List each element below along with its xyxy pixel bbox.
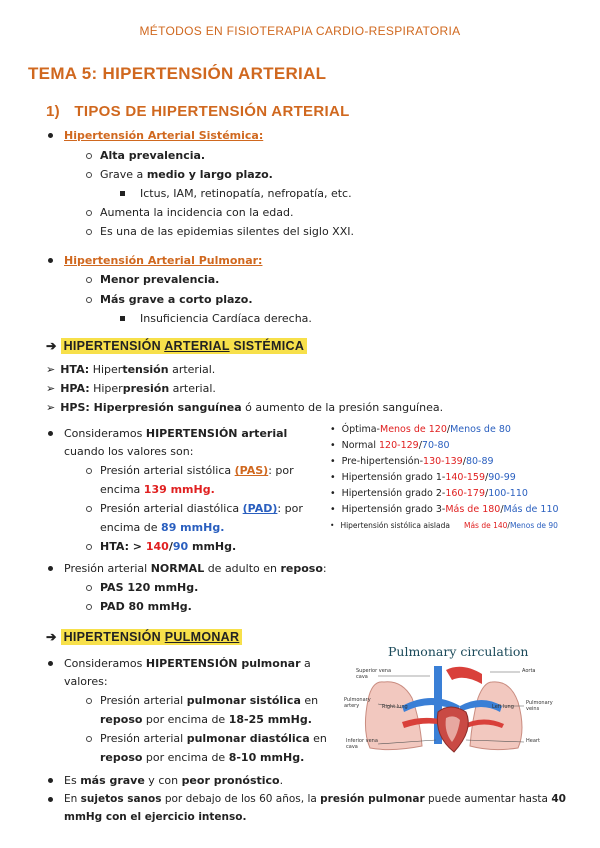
- pulmonar-consider: valores:: [64, 675, 108, 688]
- pulmonar-diastolic: Presión arterial pulmonar diastólica en: [100, 732, 327, 745]
- circle-bullet-icon: [86, 229, 92, 235]
- bullet-icon: [48, 133, 53, 138]
- square-bullet-icon: [120, 316, 125, 321]
- pas-line: Presión arterial sistólica (PAS): por: [100, 464, 294, 477]
- classification-item: • Hipertensión grado 2-160-179/100-110: [330, 488, 528, 499]
- pas-line: encima 139 mmHg.: [100, 483, 215, 496]
- pulmonar-sanos: mmHg con el ejercicio intenso.: [64, 811, 247, 823]
- normal-pas: PAS 120 mmHg.: [100, 581, 199, 594]
- circle-bullet-icon: [86, 153, 92, 159]
- circle-bullet-icon: [86, 736, 92, 742]
- hta-pulmonar-heading: ➔ HIPERTENSIÓN PULMONAR: [46, 629, 242, 644]
- bullet-icon: [48, 566, 53, 571]
- label-pulmonary-veins: Pulmonary veins: [526, 700, 553, 712]
- classification-item: • Normal 120-129/70-80: [330, 440, 450, 451]
- arrow-icon: ➔: [46, 339, 57, 353]
- pulmonar-heading: Hipertensión Arterial Pulmonar:: [64, 254, 263, 267]
- circle-bullet-icon: [86, 297, 92, 303]
- square-bullet-icon: [120, 191, 125, 196]
- circle-bullet-icon: [86, 506, 92, 512]
- bullet-icon: [48, 661, 53, 666]
- circle-bullet-icon: [86, 544, 92, 550]
- label-left-lung: Left lung: [492, 704, 514, 710]
- consider-line: Consideramos HIPERTENSIÓN arterial: [64, 427, 288, 440]
- bullet-icon: [48, 778, 53, 783]
- bullet-icon: [48, 258, 53, 263]
- pulmonar-consider: Consideramos HIPERTENSIÓN pulmonar a: [64, 657, 311, 670]
- classification-item: • Pre-hipertensión-130-139/80-89: [330, 456, 494, 467]
- pulmonar-systolic: reposo por encima de 18-25 mmHg.: [100, 713, 312, 726]
- pulmonar-grave: Es más grave y con peor pronóstico.: [64, 774, 284, 787]
- label-aorta: Aorta: [522, 668, 536, 674]
- normal-pad: PAD 80 mmHg.: [100, 600, 192, 613]
- section-1-title: [46, 103, 350, 120]
- classification-item: • Hipertensión grado 1-140-159/90-99: [330, 472, 516, 483]
- aorta-shape: [446, 667, 482, 684]
- pulmonar-subitem: Insuficiencia Cardíaca derecha.: [140, 312, 312, 325]
- circle-bullet-icon: [86, 210, 92, 216]
- normal-line: Presión arterial NORMAL de adulto en reposo:: [64, 562, 327, 575]
- bullet-icon: [48, 431, 53, 436]
- label-pulmonary-artery: Pulmonary artery: [344, 697, 371, 709]
- sistemica-heading: Hipertensión Arterial Sistémica:: [64, 129, 264, 142]
- label-inferior-vena-cava: Inferior vena cava: [346, 738, 378, 750]
- label-superior-vena-cava: Superior vena cava: [356, 668, 392, 680]
- pulmonar-systolic: Presión arterial pulmonar sistólica en: [100, 694, 319, 707]
- sistemica-item: Grave a medio y largo plazo.: [100, 168, 273, 181]
- circle-bullet-icon: [86, 604, 92, 610]
- pulmonar-sanos: En sujetos sanos por debajo de los 60 años, la presión pulmonar puede aumentar hasta 40: [64, 793, 566, 805]
- label-right-lung: Right lung: [382, 704, 408, 710]
- figure-title: Pulmonary circulation: [388, 644, 529, 659]
- hta-line: ➢ HTA: Hipertensión arterial.: [46, 363, 216, 376]
- pulmonar-diastolic: reposo por encima de 8-10 mmHg.: [100, 751, 305, 764]
- pulmonar-item: Menor prevalencia.: [100, 273, 220, 286]
- circle-bullet-icon: [86, 172, 92, 178]
- hpa-line: ➢ HPA: Hiperpresión arterial.: [46, 382, 216, 395]
- sistemica-item: Alta prevalencia.: [100, 149, 206, 162]
- circle-bullet-icon: [86, 468, 92, 474]
- sistemica-item: Aumenta la incidencia con la edad.: [100, 206, 294, 219]
- label-heart: Heart: [526, 738, 540, 744]
- classification-item: • Hipertensión sistólica aislada Más de 140/Menos de 90: [330, 521, 558, 530]
- hta-sistemica-heading: ➔ HIPERTENSIÓN ARTERIAL SISTÉMICA: [46, 338, 307, 353]
- section-title-text: TIPOS DE HIPERTENSIÓN ARTERIAL: [74, 103, 350, 120]
- chevron-right-icon: ➢: [46, 363, 56, 376]
- chevron-right-icon: ➢: [46, 401, 56, 414]
- hta-threshold: HTA: > 140/90 mmHg.: [100, 540, 237, 553]
- pad-line: Presión arterial diastólica (PAD): por: [100, 502, 303, 515]
- chevron-right-icon: ➢: [46, 382, 56, 395]
- hps-line: ➢ HPS: Hiperpresión sanguínea ó aumento de la presión sanguínea.: [46, 401, 444, 414]
- sistemica-subitem: Ictus, IAM, retinopatía, nefropatía, etc.: [140, 187, 352, 200]
- consider-line: cuando los valores son:: [64, 445, 194, 458]
- section-number: 1): [46, 103, 60, 120]
- arrow-icon: ➔: [46, 630, 57, 644]
- tema-title: TEMA 5: HIPERTENSIÓN ARTERIAL: [28, 64, 327, 83]
- pulmonar-item: Más grave a corto plazo.: [100, 293, 253, 306]
- classification-item: • Hipertensión grado 3-Más de 180/Más de 110: [330, 504, 559, 515]
- circle-bullet-icon: [86, 698, 92, 704]
- classification-list: [330, 423, 559, 535]
- circle-bullet-icon: [86, 585, 92, 591]
- circle-bullet-icon: [86, 277, 92, 283]
- pad-line: encima de 89 mmHg.: [100, 521, 225, 534]
- sistemica-item: Es una de las epidemias silentes del siglo XXI.: [100, 225, 354, 238]
- bullet-icon: [48, 797, 53, 802]
- left-lung-shape: [470, 682, 522, 750]
- classification-item: • Óptima-Menos de 120/Menos de 80: [330, 424, 511, 435]
- page-header: MÉTODOS EN FISIOTERAPIA CARDIO-RESPIRATORIA: [139, 24, 461, 38]
- pulmonary-circulation-figure: [342, 640, 562, 760]
